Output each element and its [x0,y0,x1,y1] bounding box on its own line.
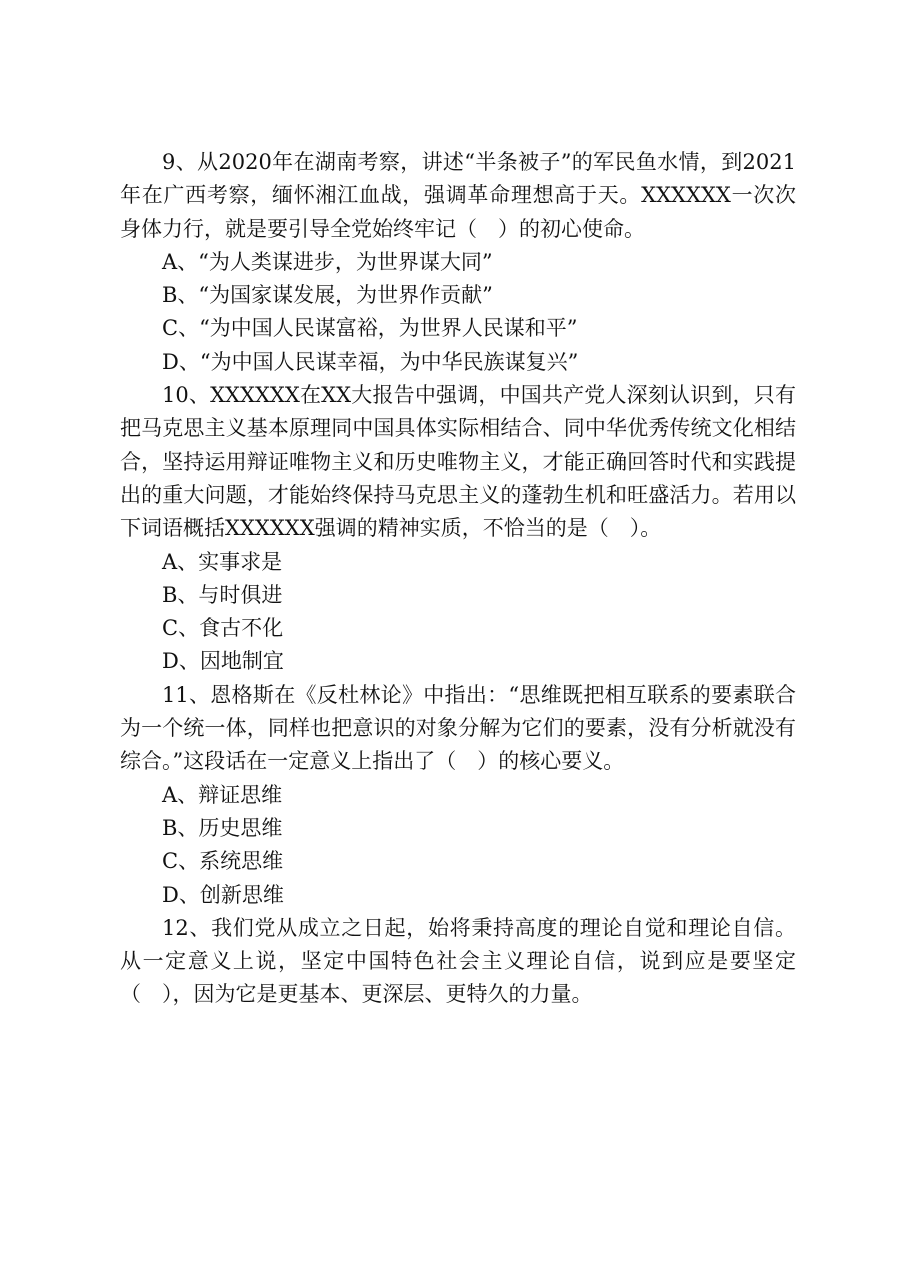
option-d: D、创新思维 [162,882,284,907]
question-stem: 10、XXXXXX在XX大报告中强调，中国共产党人深刻认识到，只有把马克思主义基本原理同中国具体实际相结合、同中华优秀传统文化相结合，坚持运用辩证唯物主义和历史唯物主义，才能正确回答时代和实践提出的重大问题，才能始终保持马克思主义的蓬勃生机和旺盛活力。若用以下词语概括XXXXXX强调的精神实质，不恰当的是（ ）。 [120,383,796,541]
question-11 [120,679,796,912]
option-d: D、因地制宜 [162,649,284,674]
question-stem: 12、我们党从成立之日起，始将秉持高度的理论自觉和理论自信。从一定意义上说，坚定中国特色社会主义理论自信，说到应是要坚定（ ），因为它是更基本、更深层、更特久的力量。 [120,915,796,1007]
option-d: D、“为中国人民谋幸福，为中华民族谋复兴” [162,349,579,374]
option-a: A、“为人类谋进步，为世界谋大同” [162,249,493,274]
option-a: A、辩证思维 [162,782,283,807]
option-c: C、食古不化 [162,616,284,641]
question-stem: 9、从2020年在湖南考察，讲述“半条被子”的军民鱼水情，到2021年在广西考察，缅怀湘江血战，强调革命理想高于天。XXXXXX一次次身体力行，就是要引导全党始终牢记（ ）的初心使命。 [120,150,796,241]
option-b: B、“为国家谋发展，为世界作贡献” [162,283,493,308]
option-b: B、与时俱进 [162,582,283,607]
option-c: C、“为中国人民谋富裕，为世界人民谋和平” [162,316,578,341]
question-10 [120,379,796,679]
question-stem: 11、恩格斯在《反杜林论》中指出：“思维既把相互联系的要素联合为一个统一体，同样也把意识的对象分解为它们的要素，没有分析就没有综合。”这段话在一定意义上指出了（ ）的核心要义。 [120,682,796,774]
option-a: A、实事求是 [162,549,283,574]
option-b: B、历史思维 [162,815,283,840]
option-c: C、系统思维 [162,849,284,874]
question-12 [120,912,796,1012]
question-9 [120,146,796,379]
document-body [120,146,796,1012]
